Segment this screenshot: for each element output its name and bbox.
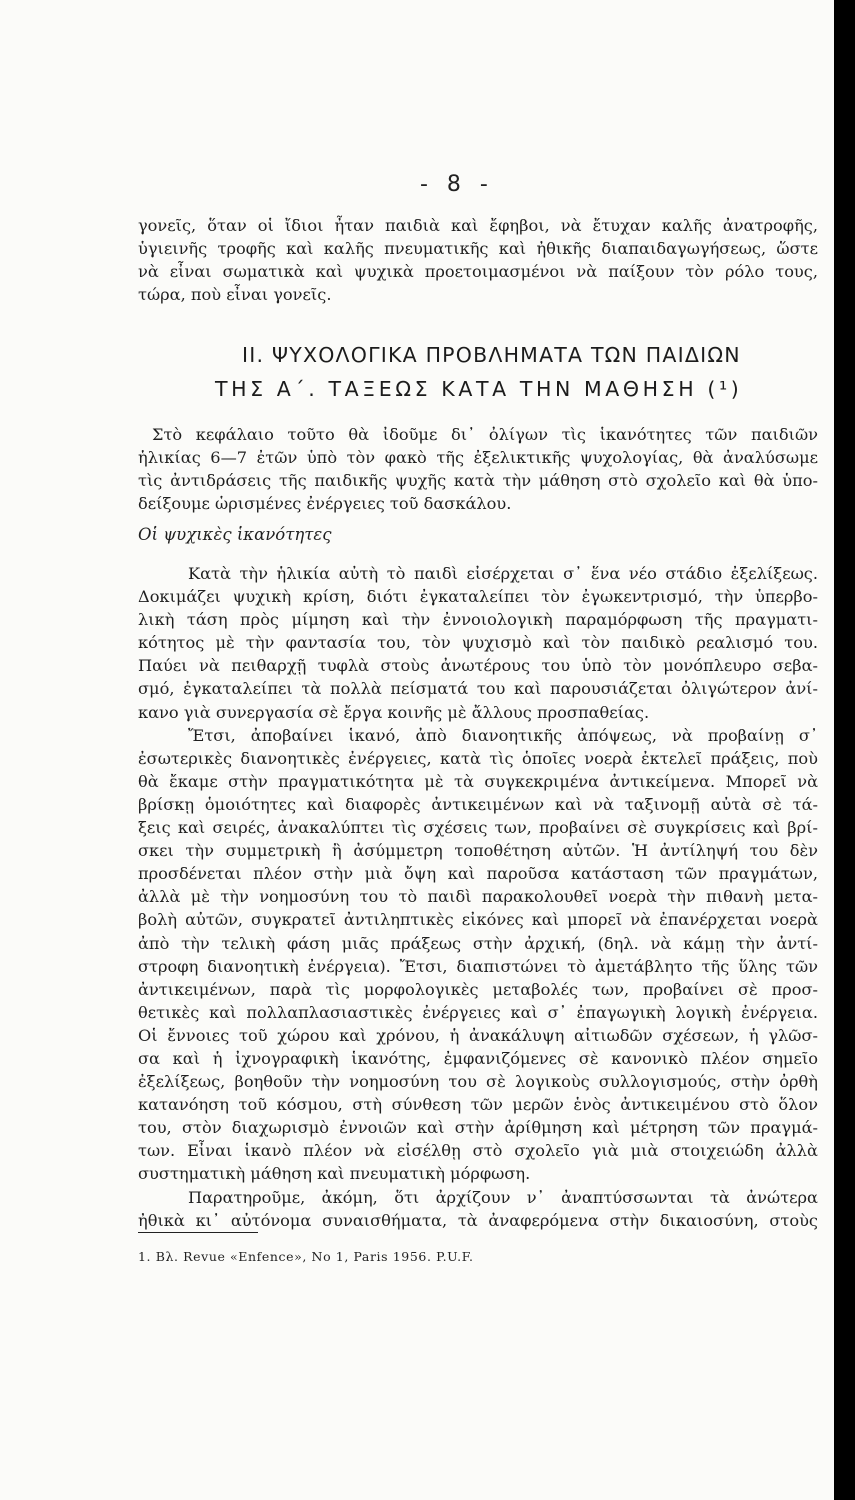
text-line: θετικὲς καὶ πολλαπλασιαστικὲς ἐνέργειες καὶ σ᾽ ἐπαγωγικὴ λογικὴ ἐνέργεια.: [138, 1002, 818, 1022]
text-line: ἠθικὰ κι᾽ αὐτόνομα συναισθήματα, τὰ ἀναφερόμενα στὴν δικαιοσύνη, στοὺς: [138, 1210, 818, 1230]
text-line: τώρα, ποὺ εἶναι γονεῖς.: [138, 285, 332, 305]
text-line: ὑγιεινῆς τροφῆς καὶ καλῆς πνευματικῆς καὶ ἠθικῆς διαπαιδαγωγήσεως, ὥστε: [138, 239, 818, 259]
text-line: Οἱ ἔννοιες τοῦ χώρου καὶ χρόνου, ἡ ἀνακάλυψη αἰτιωδῶν σχέσεων, ἡ γλῶσ-: [138, 1025, 818, 1045]
text-line: βολὴ αὐτῶν, συγκρατεῖ ἀντιληπτικὲς εἰκόνες καὶ μπορεῖ νὰ ἐπανέρχεται νοερὰ: [138, 910, 818, 930]
text-line: Δοκιμάζει ψυχικὴ κρίση, διότι ἐγκαταλείπει τὸν ἐγωκεντρισμό, τὴν ὑπερβο-: [138, 587, 818, 607]
text-line: κατανόηση τοῦ κόσμου, στὴ σύνθεση τῶν μερῶν ἑνὸς ἀντικειμένου στὸ ὅλον: [138, 1095, 818, 1115]
text-line: κανο γιὰ συνεργασία σὲ ἔργα κοινῆς μὲ ἄλλους προσπαθείας.: [138, 702, 650, 722]
text-line: συστηματικὴ μάθηση καὶ πνευματικὴ μόρφωση.: [138, 1164, 531, 1184]
chapter-intro-paragraph: [138, 423, 818, 515]
text-line: σκει τὴν συμμετρικὴ ἢ ἀσύμμετρη τοποθέτηση αὐτῶν. Ἡ ἀντίληψή του δὲν: [138, 841, 818, 861]
text-line: Στὸ κεφάλαιο τοῦτο θὰ ἰδοῦμε δι᾽ ὀλίγων τὶς ἱκανότητες τῶν παιδιῶν: [152, 425, 818, 444]
section-heading-line2: ΤΗΣ Α΄. ΤΑΞΕΩΣ ΚΑΤΑ ΤΗΝ ΜΑΘΗΣΗ (¹): [215, 377, 743, 401]
text-line: ἀπὸ τὴν τελικὴ φάση μιᾶς πράξεως στὴν ἀρχική, (δηλ. νὰ κάμῃ τὴν ἀντί-: [138, 933, 818, 953]
text-line: θὰ ἔκαμε στὴν πραγματικότητα μὲ τὰ συγκεκριμένα ἀντικείμενα. Μπορεῖ νὰ: [138, 771, 818, 791]
text-line: προσδένεται πλέον στὴν μιὰ ὄψη καὶ παροῦσα κατάσταση τῶν πραγμάτων,: [138, 864, 818, 884]
text-line: νὰ εἶναι σωματικὰ καὶ ψυχικὰ προετοιμασμένοι νὰ παίξουν τὸν ρόλο τους,: [138, 262, 818, 282]
text-line: ξεις καὶ σειρές, ἀνακαλύπτει τὶς σχέσεις των, προβαίνει σὲ συγκρίσεις καὶ βρί-: [138, 818, 818, 838]
text-line: λικὴ τάση πρὸς μίμηση καὶ τὴν ἐννοιολογικὴ παραμόρφωση τῆς πραγματι-: [138, 610, 818, 630]
text-line: σμό, ἐγκαταλείπει τὰ πολλὰ πείσματά του καὶ παρουσιάζεται ὀλιγώτερον ἀνί-: [138, 679, 818, 699]
text-line: των. Εἶναι ἱκανὸ πλέον νὰ εἰσέλθῃ στὸ σχολεῖο γιὰ μιὰ στοιχειώδη ἀλλὰ: [138, 1141, 818, 1161]
text-line: γονεῖς, ὅταν οἱ ἴδιοι ἦταν παιδιὰ καὶ ἔφηβοι, νὰ ἔτυχαν καλῆς ἀνατροφῆς,: [138, 216, 818, 235]
text-line: δείξουμε ὡρισμένες ἐνέργειες τοῦ δασκάλου.: [138, 494, 512, 514]
section-heading-line1: ΙΙ. ΨΥΧΟΛΟΓΙΚΑ ΠΡΟΒΛΗΜΑΤΑ ΤΩΝ ΠΑΙΔΙΩΝ: [242, 343, 741, 367]
text-line: του, στὸν διαχωρισμὸ ἐννοιῶν καὶ στὴν ἀρίθμηση καὶ μέτρηση τῶν πραγμά-: [138, 1118, 818, 1138]
text-line: τὶς ἀντιδράσεις τῆς παιδικῆς ψυχῆς κατὰ τὴν μάθηση στὸ σχολεῖο καὶ θὰ ὑπο-: [138, 471, 818, 491]
text-line: ἀντικειμένων, παρὰ τὶς μορφολογικὲς μεταβολές των, προβαίνει σὲ προσ-: [138, 979, 818, 999]
scan-border: [834, 0, 855, 1500]
page-number: - 8 -: [420, 172, 494, 197]
text-line: Κατὰ τὴν ἡλικία αὐτὴ τὸ παιδὶ εἰσέρχεται σ᾽ ἕνα νέο στάδιο ἐξελίξεως.: [188, 564, 818, 583]
text-line: σα καὶ ἡ ἰχνογραφικὴ ἱκανότης, ἐμφανιζόμενες σὲ κανονικὸ πλέον σημεῖο: [138, 1048, 818, 1068]
text-line: Παύει νὰ πειθαρχῇ τυφλὰ στοὺς ἀνωτέρους του ὑπὸ τὸν μονόπλευρο σεβα-: [138, 656, 818, 676]
text-line: στροφη διανοητικὴ ἐνέργεια). Ἔτσι, διαπιστώνει τὸ ἀμετάβλητο τῆς ὕλης τῶν: [138, 956, 818, 976]
text-line: Ἔτσι, ἀποβαίνει ἱκανό, ἀπὸ διανοητικῆς ἀπόψεως, νὰ προβαίνῃ σ᾽: [188, 725, 818, 745]
subheading: Οἱ ψυχικὲς ἱκανότητες: [138, 525, 332, 544]
main-paragraph: [138, 562, 818, 1232]
footnote-rule: [138, 1232, 258, 1233]
intro-paragraph: [138, 214, 818, 306]
text-line: ἀλλὰ μὲ τὴν νοημοσύνη του τὸ παιδὶ παρακολουθεῖ νοερὰ τὴν πιθανὴ μετα-: [138, 887, 818, 907]
text-line: ἐσωτερικὲς διανοητικὲς ἐνέργειες, κατὰ τὶς ὁποῖες νοερὰ ἐκτελεῖ πράξεις, ποὺ: [138, 748, 818, 768]
text-line: βρίσκῃ ὁμοιότητες καὶ διαφορὲς ἀντικειμένων καὶ νὰ ταξινομῇ αὐτὰ σὲ τά-: [138, 794, 818, 814]
footnote: 1. Βλ. Revue «Enfence», No 1, Paris 1956. P.U.F.: [138, 1249, 474, 1264]
text-line: ἐξελίξεως, βοηθοῦν τὴν νοημοσύνη του σὲ λογικοὺς συλλογισμούς, στὴν ὀρθὴ: [138, 1072, 818, 1092]
text-line: Παρατηροῦμε, ἀκόμη, ὅτι ἀρχίζουν ν᾽ ἀναπτύσσωνται τὰ ἀνώτερα: [188, 1187, 818, 1207]
text-line: ἡλικίας 6—7 ἐτῶν ὑπὸ τὸν φακὸ τῆς ἐξελικτικῆς ψυχολογίας, θὰ ἀναλύσωμε: [138, 448, 818, 468]
text-line: κότητος μὲ τὴν φαντασία του, τὸν ψυχισμὸ καὶ τὸν παιδικὸ ρεαλισμό του.: [138, 633, 818, 653]
